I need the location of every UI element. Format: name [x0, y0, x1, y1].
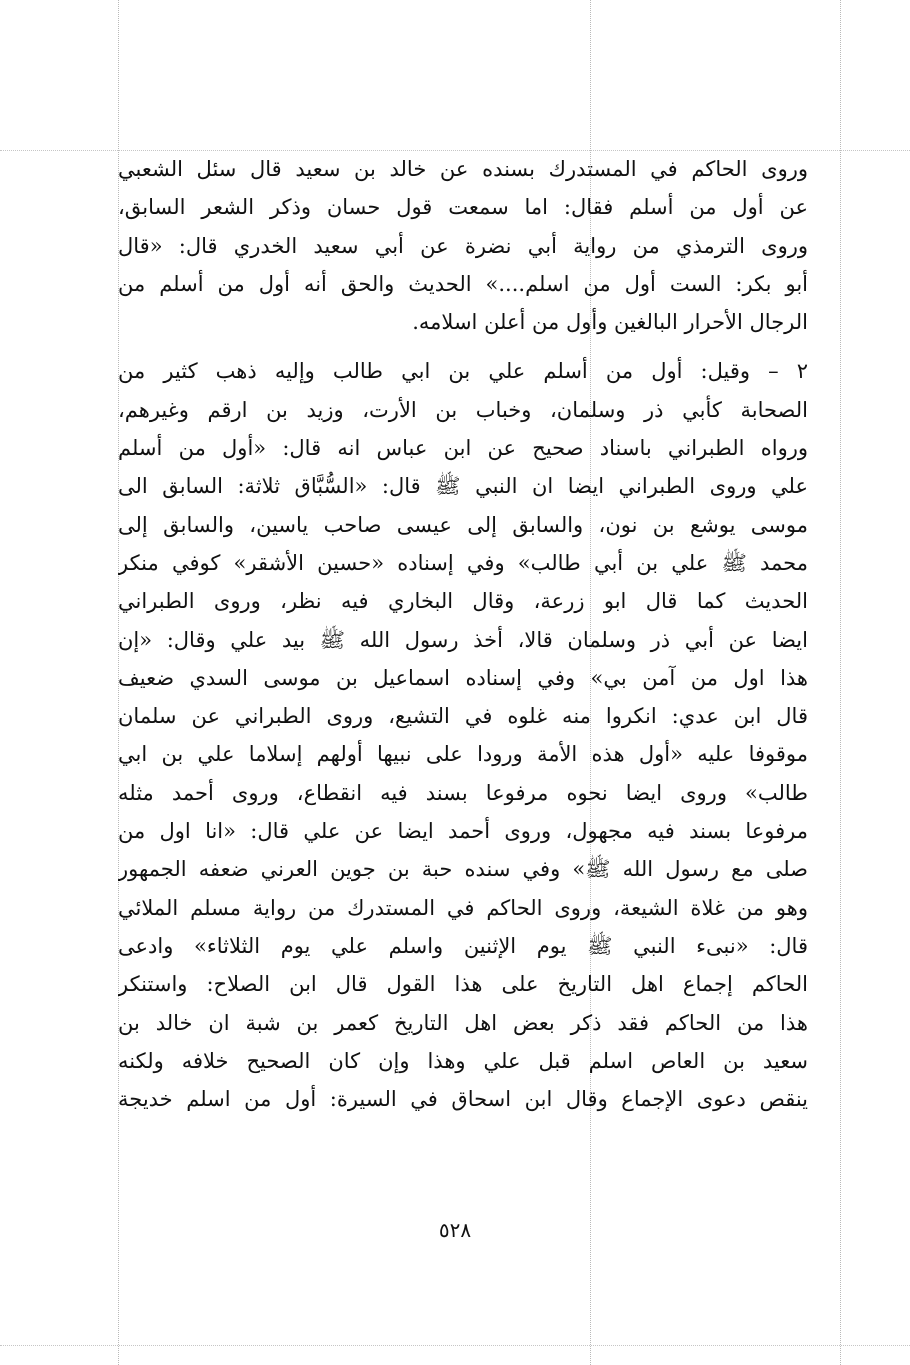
- text-line: مرفوعا بسند فيه مجهول، وروى أحمد ايضا عن علي قال: «انا اول من: [118, 819, 808, 844]
- page-number: ٥٢٨: [438, 1218, 472, 1242]
- text-line: موقوفا عليه «أول هذه الأمة ورودا على نبيها أولهم إسلاما علي بن ابي: [118, 742, 808, 767]
- text-line: صلى مع رسول الله ﷺ» وفي سنده حبة بن جوين العرني ضعفه الجمهور: [118, 857, 808, 882]
- text-line: موسى يوشع بن نون، والسابق إلى عيسى صاحب ياسين، والسابق إلى: [118, 512, 808, 537]
- scan-guide: [0, 1345, 910, 1346]
- text-line: ينقص دعوى الإجماع وقال ابن اسحاق في السيرة: أول من اسلم خديجة: [118, 1087, 808, 1112]
- text-line: قال ابن عدي: انكروا منه غلوه في التشيع، وروى الطبراني عن سلمان: [118, 704, 808, 729]
- text-line: طالب» وروى ايضا نحوه مرفوعا بسند فيه انقطاع، وروى أحمد مثله: [118, 780, 808, 805]
- text-line: الصحابة كأبي ذر وسلمان، وخباب بن الأرت، وزيد بن ارقم وغيرهم،: [118, 397, 808, 422]
- text-line: سعيد بن العاص اسلم قبل علي وهذا وإن كان الصحيح خلافه ولكنه: [118, 1048, 808, 1073]
- text-line: وروى الحاكم في المستدرك بسنده عن خالد بن سعيد قال سئل الشعبي: [118, 157, 808, 181]
- text-line: عن أول من أسلم فقال: اما سمعت قول حسان وذكر الشعر السابق،: [118, 195, 808, 220]
- text-line: ٢ – وقيل: أول من أسلم علي بن ابي طالب وإليه ذهب كثير من: [118, 359, 808, 384]
- text-line: ورواه الطبراني باسناد صحيح عن ابن عباس انه قال: «أول من أسلم: [118, 436, 808, 461]
- text-line: محمد ﷺ علي بن أبي طالب» وفي إسناده «حسين الأشقر» كوفي منكر: [118, 550, 808, 575]
- body-text: [118, 150, 808, 1118]
- text-line: الحاكم إجماع اهل التاريخ على هذا القول قال ابن الصلاح: واستنكر: [118, 972, 808, 997]
- text-line: وهو من غلاة الشيعة، وروى الحاكم في المستدرك من رواية مسلم الملائي: [118, 895, 808, 920]
- text-line: الرجال الأحرار البالغين وأول من أعلن اسلامه.: [412, 310, 808, 335]
- paragraph-2: [118, 352, 808, 1118]
- text-line: هذا اول من آمن بي» وفي إسناده اسماعيل بن موسى السدي ضعيف: [118, 665, 808, 690]
- text-line: هذا من الحاكم فقد ذكر بعض اهل التاريخ كعمر بن شبة ان خالد بن: [118, 1010, 808, 1035]
- scan-guide: [840, 0, 841, 1365]
- text-line: قال: «نبىء النبي ﷺ يوم الإثنين واسلم علي يوم الثلاثاء» وادعى: [118, 933, 808, 958]
- text-line: علي وروى الطبراني ايضا ان النبي ﷺ قال: «السُّبَّاق ثلاثة: السابق الى: [118, 474, 808, 499]
- text-line: أبو بكر: الست أول من اسلم....» الحديث والحق أنه أول من أسلم من: [118, 271, 808, 296]
- text-line: وروى الترمذي من رواية أبي نضرة عن أبي سعيد الخدري قال: «قال: [118, 233, 808, 258]
- paragraph-1: [118, 150, 808, 341]
- text-line: الحديث كما قال ابو زرعة، وقال البخاري فيه نظر، وروى الطبراني: [118, 589, 808, 614]
- text-line: ايضا عن أبي ذر وسلمان قالا، أخذ رسول الله ﷺ بيد علي وقال: «إن: [118, 627, 808, 652]
